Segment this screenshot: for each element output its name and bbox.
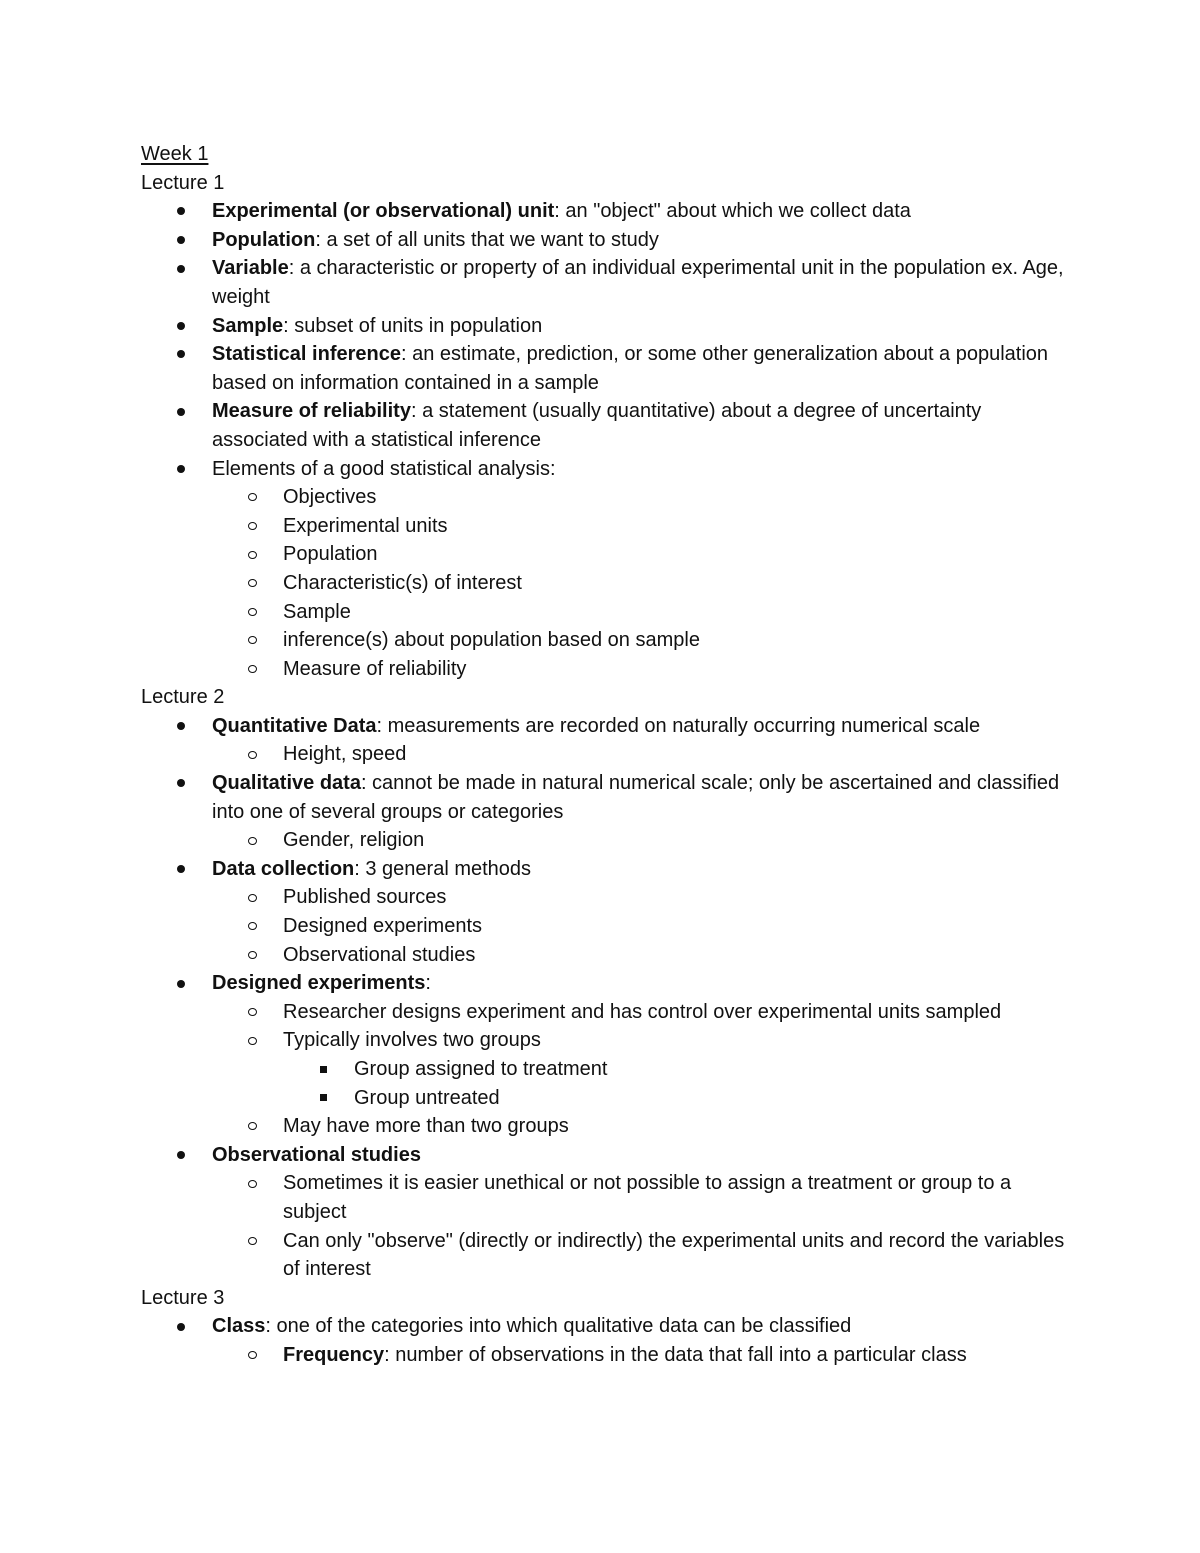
bullet-dot-icon — [177, 969, 185, 998]
list-item — [141, 340, 1071, 397]
bullet-circle-icon — [248, 1112, 257, 1141]
bullet-circle-icon — [248, 626, 257, 655]
bullet-circle-icon — [248, 598, 257, 627]
bullet-circle-icon — [248, 655, 257, 684]
definition: : a characteristic or property of an individual experimental unit in the population ex. Age, weight — [212, 257, 1064, 308]
sub-sub-list-item — [283, 1084, 1071, 1113]
bullet-dot-icon — [177, 312, 185, 341]
sub-list-item — [212, 1026, 1071, 1112]
lecture-2-list — [141, 712, 1071, 1284]
week-title: Week 1 — [141, 143, 209, 165]
sub-list-item — [212, 998, 1071, 1027]
sub-list-item — [212, 569, 1071, 598]
sub-sub-item-text: Group untreated — [354, 1086, 500, 1109]
sub-item-text: Observational studies — [283, 943, 476, 966]
sub-list-item — [212, 483, 1071, 512]
sub-item-text: inference(s) about population based on sample — [283, 629, 700, 652]
sub-item-text: Researcher designs experiment and has control over experimental units sampled — [283, 1000, 1002, 1023]
list-item — [141, 197, 1071, 226]
bullet-circle-icon — [248, 740, 257, 769]
definition: : a set of all units that we want to study — [315, 228, 659, 251]
sub-list-item — [212, 1112, 1071, 1141]
lecture-1-title: Lecture 1 — [141, 171, 225, 194]
bullet-dot-icon — [177, 1141, 185, 1170]
sub-item-text: Height, speed — [283, 743, 407, 766]
definition: : 3 general methods — [354, 857, 532, 880]
list-item — [141, 312, 1071, 341]
sub-sub-list-item — [283, 1055, 1071, 1084]
list-item — [141, 712, 1071, 769]
bullet-circle-icon — [248, 998, 257, 1027]
definition: : an estimate, prediction, or some other generalization about a population based on information contained in a sample — [212, 343, 1049, 394]
sub-list-item — [212, 540, 1071, 569]
sub-item-text: Experimental units — [283, 514, 448, 537]
bullet-circle-icon — [248, 826, 257, 855]
definition: : one of the categories into which qualitative data can be classified — [265, 1315, 852, 1338]
sub-item-text: Typically involves two groups — [283, 1029, 541, 1052]
lecture-3-title: Lecture 3 — [141, 1286, 225, 1309]
list-item — [141, 1312, 1071, 1369]
term: Variable — [212, 257, 289, 280]
sub-item-text: Characteristic(s) of interest — [283, 571, 522, 594]
sub-list-item — [212, 1169, 1071, 1226]
list-item — [141, 455, 1071, 684]
bullet-circle-icon — [248, 941, 257, 970]
definition: : an "object" about which we collect data — [554, 200, 911, 223]
sub-list — [212, 998, 1071, 1141]
bullet-circle-icon — [248, 569, 257, 598]
sub-list — [212, 883, 1071, 969]
bullet-circle-icon — [248, 540, 257, 569]
bullet-dot-icon — [177, 397, 185, 426]
sub-list-item — [212, 598, 1071, 627]
lecture-2-title: Lecture 2 — [141, 686, 225, 709]
bullet-dot-icon — [177, 226, 185, 255]
sub-item-text: Can only "observe" (directly or indirectly) the experimental units and record the variables of interest — [283, 1229, 1065, 1281]
definition: : subset of units in population — [283, 314, 543, 337]
sub-list — [212, 1169, 1071, 1283]
list-item — [141, 969, 1071, 1141]
sub-item-text: Population — [283, 543, 378, 566]
bullet-circle-icon — [248, 1341, 257, 1370]
list-item — [141, 1141, 1071, 1284]
bullet-dot-icon — [177, 712, 185, 741]
definition: : measurements are recorded on naturally occurring numerical scale — [376, 714, 981, 737]
term: Measure of reliability — [212, 400, 411, 423]
term: Frequency — [283, 1343, 385, 1366]
term: Designed experiments — [212, 972, 426, 995]
sub-list-item — [212, 1341, 1071, 1370]
bullet-circle-icon — [248, 1169, 257, 1198]
sub-list-item — [212, 740, 1071, 769]
definition: : a statement (usually quantitative) about a degree of uncertainty associated with a statistical inference — [212, 400, 982, 451]
sub-item-text: May have more than two groups — [283, 1115, 569, 1138]
notes-content — [141, 140, 1071, 1370]
elements-list — [212, 483, 1071, 683]
sub-item-text: Published sources — [283, 886, 447, 909]
bullet-circle-icon — [248, 1227, 257, 1256]
sub-item-text: Sample — [283, 600, 351, 623]
sub-item-text: Sometimes it is easier unethical or not possible to assign a treatment or group to a subject — [283, 1172, 1012, 1223]
sub-list-item — [212, 912, 1071, 941]
sub-item-text: Designed experiments — [283, 915, 482, 938]
sub-item-text: Objectives — [283, 486, 377, 509]
definition: : number of observations in the data that fall into a particular class — [384, 1343, 967, 1366]
term: Observational studies — [212, 1143, 421, 1166]
term: Quantitative Data — [212, 714, 377, 737]
term: Experimental (or observational) unit — [212, 200, 555, 223]
bullet-circle-icon — [248, 1026, 257, 1055]
sub-list-item — [212, 512, 1071, 541]
sub-list-item — [212, 626, 1071, 655]
sub-list-item — [212, 826, 1071, 855]
sub-list-item — [212, 883, 1071, 912]
sub-list — [212, 740, 1071, 769]
sub-list-item — [212, 655, 1071, 684]
sub-list — [212, 1341, 1071, 1370]
sub-sub-list — [283, 1055, 1071, 1112]
bullet-dot-icon — [177, 197, 185, 226]
bullet-dot-icon — [177, 769, 185, 798]
term: Qualitative data — [212, 772, 361, 795]
sub-list-item — [212, 941, 1071, 970]
sub-item-text: Gender, religion — [283, 829, 425, 852]
sub-list — [212, 826, 1071, 855]
bullet-dot-icon — [177, 340, 185, 369]
list-item — [141, 769, 1071, 855]
bullet-dot-icon — [177, 1312, 185, 1341]
term: Population — [212, 228, 316, 251]
sub-item-text: Measure of reliability — [283, 657, 467, 680]
list-item — [141, 226, 1071, 255]
bullet-square-icon — [320, 1084, 327, 1113]
bullet-circle-icon — [248, 912, 257, 941]
term: Class — [212, 1315, 266, 1338]
term: Data collection — [212, 857, 355, 880]
bullet-dot-icon — [177, 855, 185, 884]
bullet-dot-icon — [177, 455, 185, 484]
lecture-3-list — [141, 1312, 1071, 1369]
bullet-square-icon — [320, 1055, 327, 1084]
bullet-circle-icon — [248, 483, 257, 512]
sub-list-item — [212, 1227, 1071, 1284]
elements-label: Elements of a good statistical analysis: — [212, 457, 556, 480]
list-item — [141, 855, 1071, 969]
lecture-1-list — [141, 197, 1071, 683]
term: Statistical inference — [212, 343, 401, 366]
bullet-circle-icon — [248, 883, 257, 912]
list-item — [141, 254, 1071, 311]
definition: : cannot be made in natural numerical scale; only be ascertained and classified into one of several groups or categories — [212, 772, 1060, 823]
bullet-dot-icon — [177, 254, 185, 283]
definition: : — [425, 972, 431, 995]
bullet-circle-icon — [248, 512, 257, 541]
term: Sample — [212, 314, 284, 337]
list-item — [141, 397, 1071, 454]
sub-sub-item-text: Group assigned to treatment — [354, 1058, 608, 1080]
